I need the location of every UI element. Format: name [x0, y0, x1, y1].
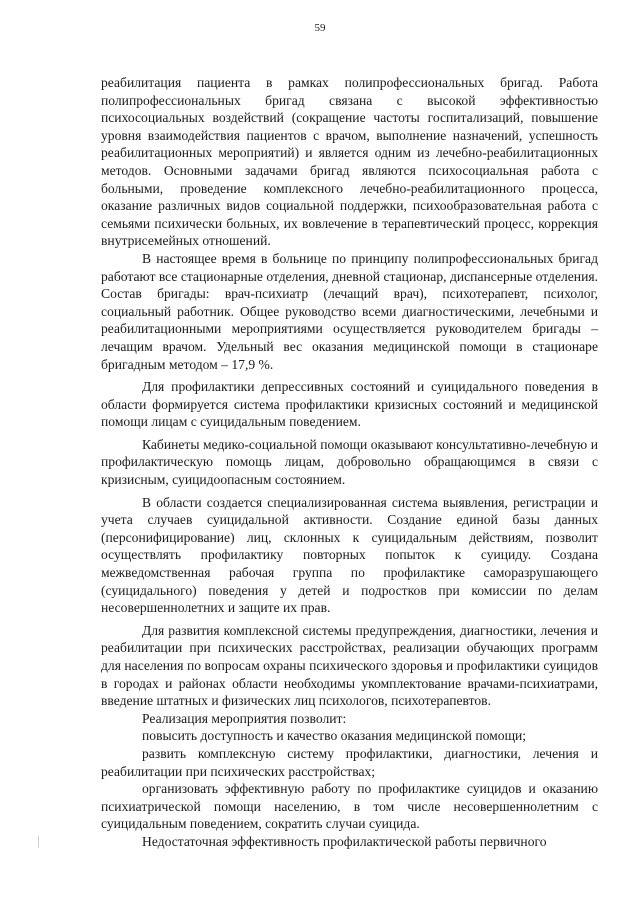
page-body — [101, 74, 598, 851]
paragraph: В настоящее время в больнице по принципу полипрофессиональных бригад работают все стационарные отделения, дневной стационар, диспансерные отделения. Состав бригады: врач-психиатр (лечащий врач), психотерапевт, психолог, социальный работник. Общее руководство всеми диагностическими, лечебными и реабилитационными мероприятиями осуществляется руководителем бригады – лечащим врачом. Удельный вес оказания медицинской помощи в стационаре бригадным методом – 17,9 %. — [101, 250, 598, 372]
paragraph: Кабинеты медико-социальной помощи оказывают консультативно-лечебную и профилактическую помощь лицам, добровольно обращающимся в связи с кризисным, суицидоопасным состоянием. — [101, 436, 598, 488]
paragraph: В области создается специализированная система выявления, регистрации и учета случаев суицидальной активности. Создание единой базы данных (персонифицирование) лиц, склонных к суицидальным действиям, позволит осуществлять профилактику повторных попыток к суициду. Создана межведомственная рабочая группа по профилактике саморазрушающего (суицидального) поведения у детей и подростков при комиссии по делам несовершеннолетних и защите их прав. — [101, 494, 598, 616]
list-item: организовать эффективную работу по профилактике суицидов и оказанию психиатрической помощи населению, в том числе несовершеннолетним с суицидальным поведением, сократить случаи суицида. — [101, 781, 598, 832]
list-item: повысить доступность и качество оказания медицинской помощи; — [142, 728, 527, 744]
paragraph: реабилитация пациента в рамках полипрофессиональных бригад. Работа полипрофессиональных бригад связана с высокой эффективностью психосоциальных воздействий (сокращение частоты госпитализаций, повышение уровня взаимодействия пациентов с врачом, выполнение назначений, успешность реабилитационных мероприятий) и является одним из лечебно-реабилитационных методов. Основными задачами бригад являются психосоциальная работа с больными, проведение комплексного лечебно-реабилитационного процесса, оказание различных видов социальной поддержки, психообразовательная работа с семьями психически больных, их вовлечение в терапевтический процесс, коррекция внутрисемейных отношений. — [101, 75, 598, 249]
list-item: развить комплексную систему профилактики, диагностики, лечения и реабилитации при психических расстройствах; — [101, 745, 598, 779]
paragraph: Для развития комплексной системы предупреждения, диагностики, лечения и реабилитации при психических расстройствах, реализации обучающих программ для населения по вопросам охраны психического здоровья и профилактики суицидов в городах и районах области необходимы укомплектование врачами-психиатрами, введение штатных и физических лиц психологов, психотерапевтов. — [101, 622, 598, 709]
paragraph: Для профилактики депрессивных состояний и суицидального поведения в области формируется система профилактики кризисных состояний и медицинской помощи лицам с суицидальным поведением. — [101, 379, 598, 430]
paragraph: Реализация мероприятия позволит: — [142, 710, 347, 726]
paragraph: Недостаточная эффективность профилактической работы первичного — [142, 833, 547, 849]
scan-artifact — [38, 836, 39, 848]
page-number: 59 — [314, 22, 326, 34]
